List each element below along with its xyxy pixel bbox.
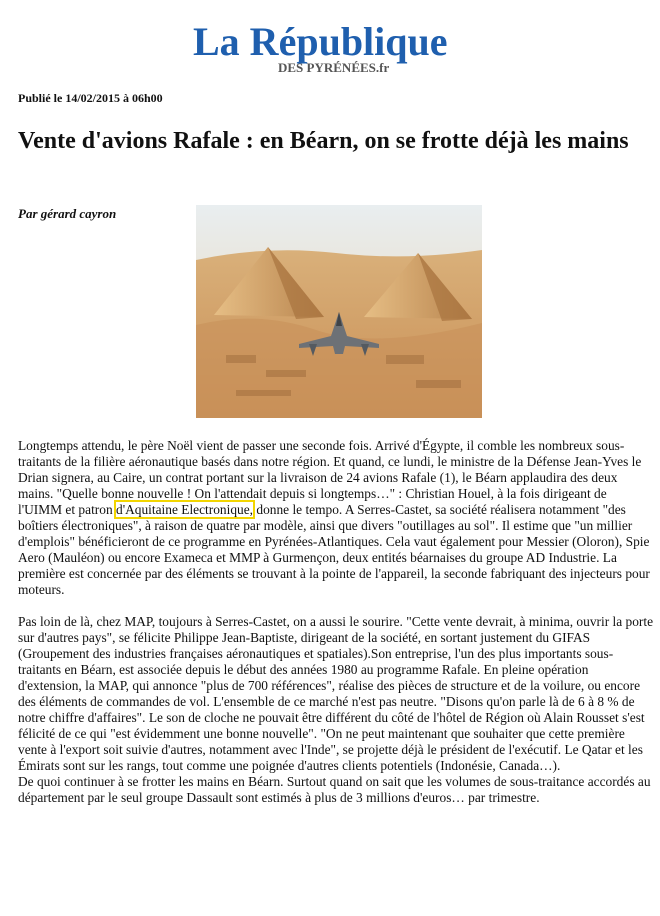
paragraph-1-text-after: donne le tempo. A Serres-Castet, sa société réalisera notamment "des boîtiers électroniques", à raison de quatre par modèle, ainsi que divers "outillages au sol". Il estime que "un millier d'emplois" bénéficieront de ce programme en Pyrénées-Atlantiques. Cela vaut également pour Messier (Oloron), Spie Aero (Mauléon) ou encore Exameca et MMP à Gurmençon, deux entités béarnaises du groupe AD Industrie. La première est concernée par des éléments se trouvant à la pointe de l'appareil, la seconde fabriquant des injecteurs pour moteurs. [18,502,650,597]
article-paragraph-3: De quoi continuer à se frotter les mains en Béarn. Surtout quand on sait que les volumes de sous-traitance accordés au département par le seul groupe Dassault sont estimés à plus de 3 millions d'euros… par trimestre. [18,774,651,805]
rafale-pyramids-image [196,205,482,418]
publish-date: Publié le 14/02/2015 à 06h00 [18,91,163,105]
article-photo [196,205,482,418]
article-body [18,438,654,806]
article-paragraph-1 [18,438,654,598]
article-headline: Vente d'avions Rafale : en Béarn, on se frotte déjà les mains [18,128,629,154]
site-logo-title[interactable]: La République [193,19,448,64]
paragraph-1-text-before: Longtemps attendu, le père Noël vient de passer une seconde fois. Arrivé d'Égypte, il comble les nombreux sous-traitants de la filière aéronautique basés dans notre région. Et quand, ce lundi, le ministre de la Défense Jean-Yves le Drian signera, au Caire, un contrat portant sur la livraison de 24 avions Rafale (1), le Béarn applaudira des deux mains. "Quelle bonne nouvelle ! On l'attendait depuis si longtemps…" : Christian Houel, à la fois dirigeant de l'UIMM et patron [18,438,642,517]
site-logo-subtitle: DES PYRÉNÉES.fr [278,60,390,75]
article-byline: Par gérard cayron [18,206,117,221]
masthead [0,10,660,80]
article-paragraph-2: Pas loin de là, chez MAP, toujours à Serres-Castet, on a aussi le sourire. "Cette vente devrait, à minima, ouvrir la porte sur d'autres pays", se félicite Philippe Jean-Baptiste, dirigeant de la société, en sortant justement du GIFAS (Groupement des industries françaises aéronautiques et spatiales).Son entreprise, l'un des plus importants sous-traitants en Béarn, est associée depuis le début des années 1980 au programme Rafale. En pleine opération d'extension, la MAP, qui annonce "plus de 700 références", réalise des pièces de structure et de la voilure, ou encore des éléments de commandes de vol. L'ensemble de ce marché n'est pas neutre. "Disons qu'on parle là de 6 à 8 % de notre chiffre d'affaires". Le son de cloche ne pouvait être différent du côté de l'hôtel de Région où Alain Rousset s'est félicité de ce qui "est évidemment une bonne nouvelle". "On ne peut maintenant que souhaiter que cette première vente à l'export soit suivie d'autres, notamment avec l'Inde", se projette déjà le président de l'exécutif. Le Qatar et les Émirats sont sur les rangs, tout comme une poignée d'autres clients potentiels (Indonésie, Canada…). [18,614,654,773]
highlighted-company-link[interactable]: d'Aquitaine Electronique, [116,502,254,517]
